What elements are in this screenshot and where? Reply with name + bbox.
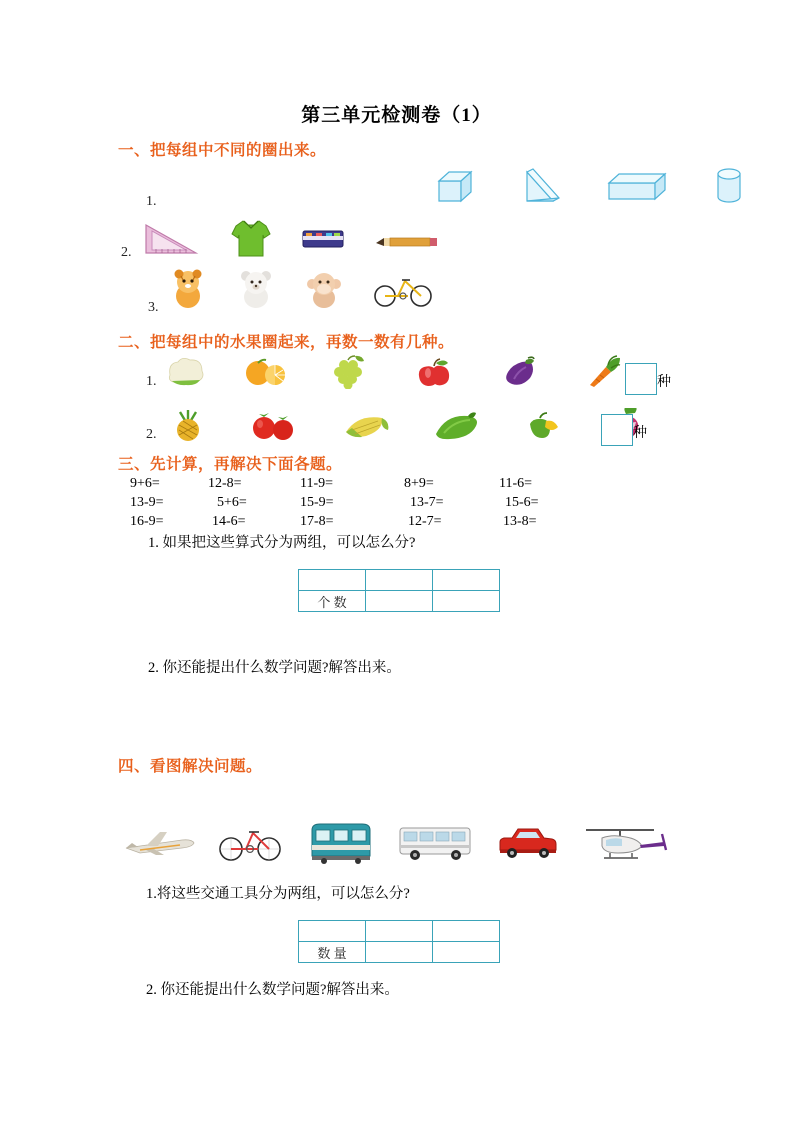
- zucchini-icon: [430, 408, 484, 442]
- table-row-label: 个 数: [299, 591, 366, 612]
- section-heading-2: 二、把每组中的水果圈起来，再数一数有几种。: [118, 334, 455, 351]
- bear-toy-icon: [236, 268, 276, 310]
- shapes-row: [435, 165, 745, 207]
- cauliflower-icon: [164, 355, 208, 389]
- question-3-1: 1. 如果把这些算式分为两组，可以怎么分?: [148, 535, 416, 551]
- green-grapes-icon: [324, 355, 378, 389]
- section-heading-1: 一、把每组中不同的圈出来。: [118, 142, 327, 159]
- item-number-2-2: 2.: [146, 427, 157, 442]
- car-icon: [494, 822, 560, 862]
- item-number-2-1: 1.: [146, 374, 157, 389]
- table-row: [299, 921, 500, 942]
- table-cell[interactable]: [366, 570, 433, 591]
- bicycle-icon: [216, 820, 286, 864]
- toys-row: [168, 268, 436, 310]
- triangular-prism-icon: [519, 167, 563, 207]
- calc-cell: 11-9=: [300, 476, 334, 491]
- pencil-icon: [374, 226, 440, 250]
- table-row-label: 数 量: [299, 942, 366, 963]
- calc-cell: 8+9=: [404, 476, 434, 491]
- calc-row: [130, 493, 670, 512]
- triangle-ruler-icon: [142, 217, 202, 259]
- table-cell[interactable]: [366, 942, 433, 963]
- calc-cell: 5+6=: [217, 495, 247, 510]
- count-table-2: [298, 920, 500, 963]
- calc-row: [130, 512, 670, 531]
- calc-cell: 9+6=: [130, 476, 160, 491]
- stationery-row: [142, 216, 440, 260]
- table-cell[interactable]: [366, 591, 433, 612]
- green-tshirt-icon: [230, 216, 272, 260]
- calc-cell: 13-9=: [130, 495, 164, 510]
- item-number-1-3: 3.: [148, 300, 159, 315]
- table-cell[interactable]: [299, 921, 366, 942]
- calc-cell: 16-9=: [130, 514, 164, 529]
- question-4-1: 1.将这些交通工具分为两组，可以怎么分?: [146, 886, 410, 902]
- fruit-veg-row-2: [164, 408, 654, 442]
- calc-cell: 12-8=: [208, 476, 242, 491]
- orange-icon: [244, 355, 288, 389]
- tiger-toy-icon: [168, 268, 208, 310]
- answer-box-2-2[interactable]: [601, 414, 633, 446]
- calculation-block: [130, 474, 670, 531]
- calc-cell: 13-8=: [503, 514, 537, 529]
- item-number-1-2: 2.: [121, 245, 132, 260]
- answer-box-2-1[interactable]: [625, 363, 657, 395]
- airplane-icon: [120, 822, 198, 862]
- count-table-1: [298, 569, 500, 612]
- item-number-1-1: 1.: [146, 194, 157, 209]
- bicycle-icon: [372, 269, 436, 309]
- cylinder-icon: [713, 165, 745, 207]
- calc-cell: 17-8=: [300, 514, 334, 529]
- calc-cell: 13-7=: [410, 495, 444, 510]
- section-heading-3: 三、先计算，再解决下面各题。: [118, 456, 343, 473]
- calc-cell: 15-9=: [300, 495, 334, 510]
- tomato-icon: [248, 408, 302, 442]
- calc-cell: 11-6=: [499, 476, 533, 491]
- table-row: [299, 942, 500, 963]
- answer-unit-2-1: 种: [657, 375, 671, 390]
- calc-cell: 14-6=: [212, 514, 246, 529]
- pineapple-icon: [164, 408, 212, 442]
- calc-cell: 15-6=: [505, 495, 539, 510]
- question-3-2: 2. 你还能提出什么数学问题?解答出来。: [148, 660, 401, 676]
- table-cell[interactable]: [366, 921, 433, 942]
- train-icon: [304, 818, 378, 866]
- fruit-veg-row-1: [164, 355, 632, 389]
- table-cell[interactable]: [433, 921, 500, 942]
- bus-icon: [396, 820, 476, 864]
- table-cell[interactable]: [433, 942, 500, 963]
- calc-row: [130, 474, 670, 493]
- pencil-case-icon: [300, 223, 346, 253]
- eggplant-icon: [498, 355, 544, 389]
- answer-unit-2-2: 种: [633, 426, 647, 441]
- calc-cell: 12-7=: [408, 514, 442, 529]
- page-title: 第三单元检测卷（1）: [301, 105, 492, 126]
- monkey-toy-icon: [304, 268, 344, 310]
- cuboid-icon: [605, 167, 671, 207]
- table-row: [299, 570, 500, 591]
- helicopter-icon: [578, 820, 670, 864]
- pepper-icon: [520, 408, 568, 442]
- corn-icon: [338, 408, 394, 442]
- apple-icon: [414, 355, 462, 389]
- vehicles-row: [120, 818, 670, 866]
- table-cell[interactable]: [433, 570, 500, 591]
- table-row: [299, 591, 500, 612]
- cube-icon: [435, 167, 477, 207]
- table-cell[interactable]: [299, 570, 366, 591]
- section-heading-4: 四、看图解决问题。: [118, 758, 263, 775]
- table-cell[interactable]: [433, 591, 500, 612]
- question-4-2: 2. 你还能提出什么数学问题?解答出来。: [146, 982, 399, 998]
